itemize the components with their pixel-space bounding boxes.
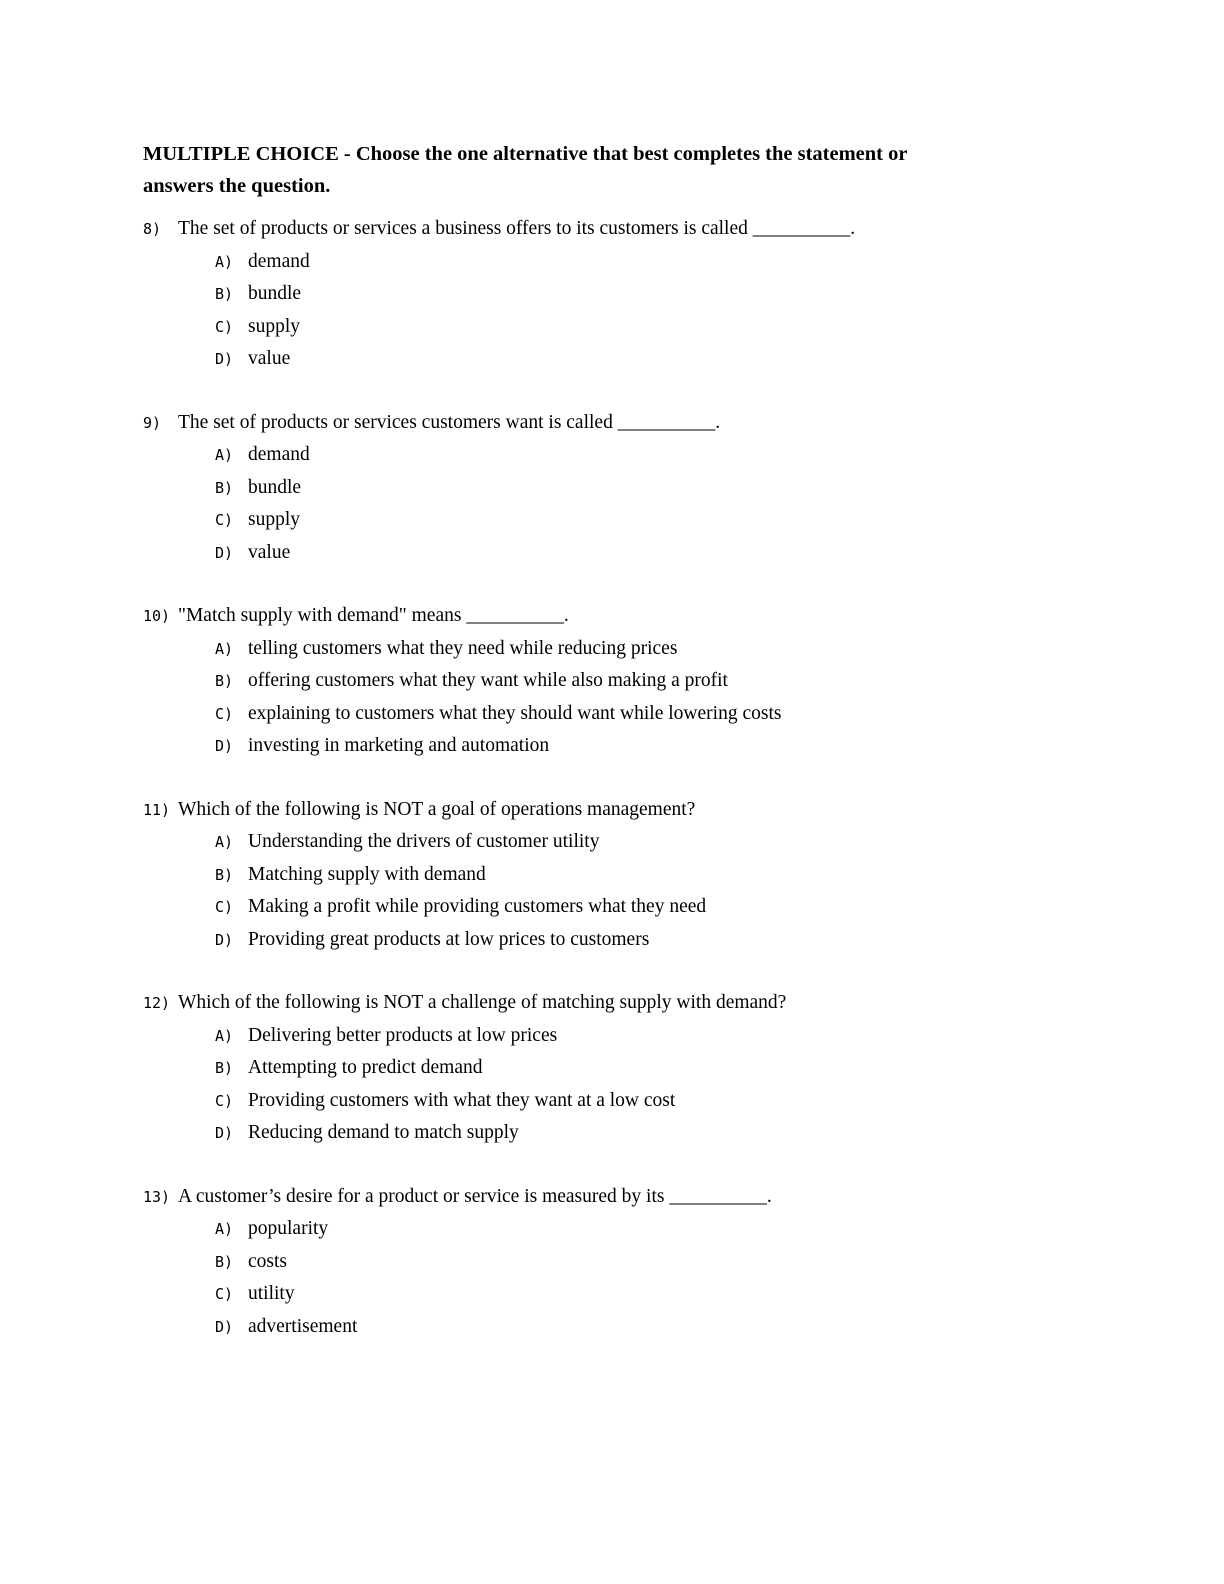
option-list (143, 826, 1164, 956)
heading-line-1: MULTIPLE CHOICE - Choose the one alternative that best completes the statement or (143, 143, 908, 165)
question-block (143, 794, 1164, 957)
option-letter: D) (215, 543, 234, 562)
question-line (143, 407, 1164, 440)
option-letter: A) (215, 1220, 234, 1238)
option-text: Delivering better products at low prices (248, 1024, 558, 1046)
question-line (143, 600, 1164, 633)
question-line (143, 1181, 1164, 1214)
question-text: Which of the following is NOT a goal of operations management? (178, 798, 696, 820)
question-number: 12) (143, 994, 171, 1012)
option-letter: C) (215, 511, 234, 529)
option-text: supply (248, 315, 301, 337)
option-row (143, 1085, 1164, 1118)
question-line (143, 794, 1164, 827)
question-block (143, 600, 1164, 763)
question-number: 9) (143, 413, 162, 432)
option-letter: B) (215, 672, 234, 690)
option-text: Providing customers with what they want at a low cost (248, 1089, 676, 1111)
option-row (143, 439, 1164, 472)
option-row (143, 246, 1164, 279)
question-block (143, 1181, 1164, 1344)
option-text: value (248, 541, 291, 563)
option-letter: A) (215, 833, 234, 851)
option-text: Providing great products at low prices to customers (248, 928, 650, 950)
option-letter: D) (215, 930, 234, 949)
option-row (143, 1052, 1164, 1085)
option-row (143, 537, 1164, 570)
question-line (143, 213, 1164, 246)
question-number: 10) (143, 607, 171, 625)
question-text: A customer’s desire for a product or service is measured by its __________. (178, 1185, 772, 1207)
option-letter: A) (215, 252, 234, 271)
option-text: investing in marketing and automation (248, 735, 550, 756)
option-text: demand (248, 250, 310, 272)
option-text: utility (248, 1283, 295, 1304)
option-letter: A) (215, 1026, 234, 1045)
option-text: Making a profit while providing customers what they need (248, 896, 707, 917)
option-letter: D) (215, 350, 234, 368)
option-row (143, 730, 1164, 763)
option-text: costs (248, 1250, 287, 1272)
option-list (143, 439, 1164, 569)
question-number: 8) (143, 220, 162, 238)
option-row (143, 826, 1164, 859)
option-letter: C) (215, 898, 234, 916)
option-letter: A) (215, 446, 234, 464)
option-text: Attempting to predict demand (248, 1057, 483, 1078)
option-text: telling customers what they need while reducing prices (248, 637, 678, 659)
option-letter: D) (215, 737, 234, 755)
question-block (143, 987, 1164, 1150)
option-row (143, 278, 1164, 311)
option-letter: A) (215, 639, 234, 658)
question-text: Which of the following is NOT a challenge of matching supply with demand? (178, 992, 787, 1013)
question-line (143, 987, 1164, 1020)
option-row (143, 1246, 1164, 1279)
option-row (143, 504, 1164, 537)
option-row (143, 1311, 1164, 1344)
option-text: Matching supply with demand (248, 863, 486, 885)
option-row (143, 1117, 1164, 1150)
question-text: The set of products or services a business offers to its customers is called __________. (178, 218, 856, 239)
heading-line-2: answers the question. (143, 175, 331, 197)
option-text: bundle (248, 476, 302, 498)
option-letter: B) (215, 1059, 234, 1077)
option-row (143, 891, 1164, 924)
option-letter: B) (215, 285, 234, 303)
option-text: popularity (248, 1218, 329, 1239)
option-row (143, 633, 1164, 666)
question-number: 13) (143, 1187, 171, 1206)
option-text: value (248, 348, 291, 369)
question-text: "Match supply with demand" means __________. (178, 605, 569, 626)
option-row (143, 1213, 1164, 1246)
option-list (143, 1020, 1164, 1150)
option-list (143, 633, 1164, 763)
option-list (143, 246, 1164, 376)
option-row (143, 665, 1164, 698)
option-letter: D) (215, 1317, 234, 1336)
option-letter: B) (215, 1252, 234, 1271)
option-list (143, 1213, 1164, 1343)
option-row (143, 1278, 1164, 1311)
option-text: advertisement (248, 1315, 358, 1337)
question-list (143, 213, 1164, 1343)
option-text: offering customers what they want while also making a profit (248, 670, 728, 691)
option-letter: B) (215, 865, 234, 884)
question-number: 11) (143, 800, 171, 819)
section-heading (143, 138, 1053, 202)
option-letter: B) (215, 478, 234, 497)
option-letter: C) (215, 704, 234, 723)
option-row (143, 698, 1164, 731)
option-text: bundle (248, 283, 302, 304)
question-block (143, 407, 1164, 570)
option-text: explaining to customers what they should want while lowering costs (248, 702, 782, 724)
option-letter: C) (215, 1285, 234, 1303)
question-block (143, 213, 1164, 376)
option-row (143, 1020, 1164, 1053)
option-row (143, 311, 1164, 344)
option-text: supply (248, 509, 301, 530)
option-row (143, 472, 1164, 505)
option-row (143, 859, 1164, 892)
question-text: The set of products or services customers want is called __________. (178, 411, 721, 433)
option-letter: C) (215, 317, 234, 336)
option-text: Understanding the drivers of customer utility (248, 831, 600, 852)
option-letter: C) (215, 1091, 234, 1110)
option-text: demand (248, 444, 310, 465)
option-row (143, 924, 1164, 957)
option-row (143, 343, 1164, 376)
option-text: Reducing demand to match supply (248, 1122, 519, 1143)
option-letter: D) (215, 1124, 234, 1142)
